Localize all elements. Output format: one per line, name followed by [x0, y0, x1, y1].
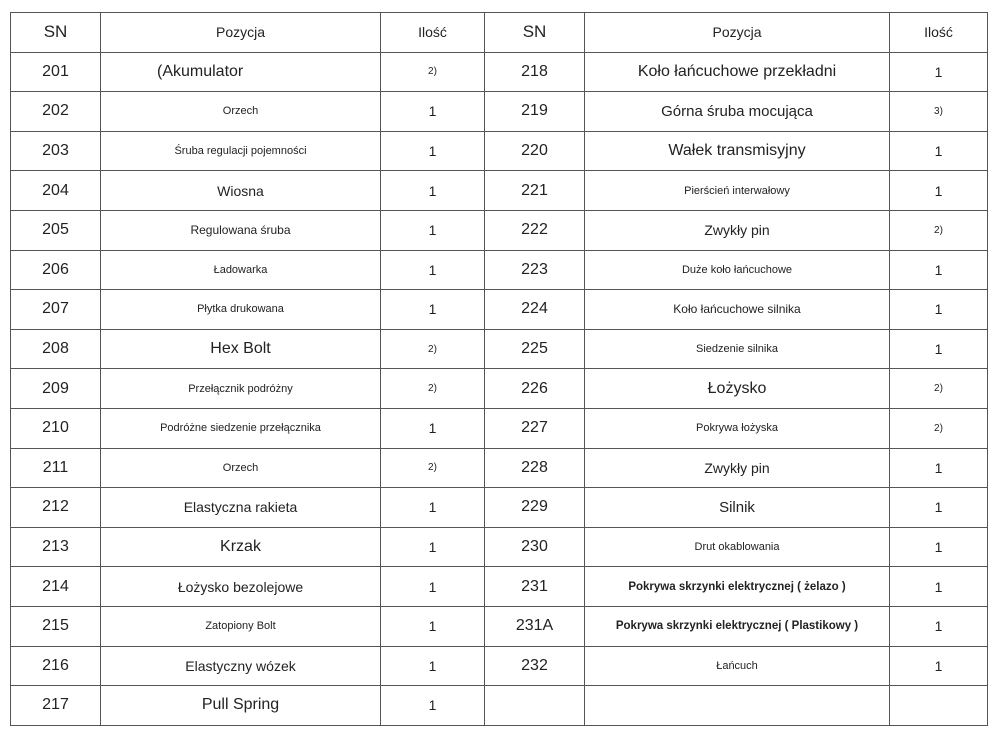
sn-cell: 213 — [11, 527, 101, 567]
part-name-cell: Śruba regulacji pojemności — [101, 131, 381, 171]
sn-cell: 202 — [11, 92, 101, 132]
sn-cell: 227 — [485, 408, 585, 448]
qty-cell: 2) — [381, 448, 485, 488]
qty-cell: 1 — [381, 92, 485, 132]
part-name-cell: Podróżne siedzenie przełącznika — [101, 408, 381, 448]
sn-cell: 214 — [11, 567, 101, 607]
part-name-cell: Przełącznik podróżny — [101, 369, 381, 409]
qty-cell: 1 — [890, 52, 988, 92]
table-row — [11, 171, 988, 211]
header-pozycja: Pozycja — [585, 13, 890, 53]
part-name-cell: Pokrywa łożyska — [585, 408, 890, 448]
table-row — [11, 250, 988, 290]
qty-cell: 1 — [890, 527, 988, 567]
qty-cell: 1 — [890, 250, 988, 290]
part-name-cell: Hex Bolt — [101, 329, 381, 369]
table-row — [11, 369, 988, 409]
sn-cell: 230 — [485, 527, 585, 567]
qty-cell: 1 — [381, 210, 485, 250]
table-row — [11, 92, 988, 132]
part-name-cell: Zwykły pin — [585, 448, 890, 488]
empty-cell — [485, 686, 585, 726]
sn-cell: 212 — [11, 488, 101, 528]
empty-cell — [585, 686, 890, 726]
sn-cell: 203 — [11, 131, 101, 171]
part-name-cell: Pull Spring — [101, 686, 381, 726]
part-name-cell: Koło łańcuchowe silnika — [585, 290, 890, 330]
sn-cell: 221 — [485, 171, 585, 211]
sn-cell: 220 — [485, 131, 585, 171]
qty-cell: 2) — [890, 369, 988, 409]
sn-cell: 231A — [485, 606, 585, 646]
sn-cell: 226 — [485, 369, 585, 409]
sn-cell: 210 — [11, 408, 101, 448]
part-name-cell: Orzech — [101, 448, 381, 488]
qty-cell: 1 — [381, 646, 485, 686]
part-name-cell: Krzak — [101, 527, 381, 567]
sn-cell: 208 — [11, 329, 101, 369]
part-name-cell: Górna śruba mocująca — [585, 92, 890, 132]
header-ilosc: Ilość — [890, 13, 988, 53]
qty-cell: 2) — [381, 369, 485, 409]
sn-cell: 217 — [11, 686, 101, 726]
header-row — [11, 13, 988, 53]
table-row — [11, 329, 988, 369]
qty-cell: 1 — [381, 131, 485, 171]
sn-cell: 228 — [485, 448, 585, 488]
part-name-cell: Regulowana śruba — [101, 210, 381, 250]
qty-cell: 1 — [890, 606, 988, 646]
part-name-cell: Pierścień interwałowy — [585, 171, 890, 211]
table-row — [11, 686, 988, 726]
qty-cell: 3) — [890, 92, 988, 132]
part-name-cell: Łożysko — [585, 369, 890, 409]
qty-cell: 1 — [890, 131, 988, 171]
qty-cell: 2) — [890, 210, 988, 250]
part-name-cell: Ładowarka — [101, 250, 381, 290]
part-name-cell: Elastyczna rakieta — [101, 488, 381, 528]
qty-cell: 1 — [890, 488, 988, 528]
sn-cell: 231 — [485, 567, 585, 607]
part-name-cell: Zatopiony Bolt — [101, 606, 381, 646]
sn-cell: 215 — [11, 606, 101, 646]
sn-cell: 204 — [11, 171, 101, 211]
qty-cell: 1 — [381, 290, 485, 330]
sn-cell: 223 — [485, 250, 585, 290]
table-row — [11, 606, 988, 646]
sn-cell: 209 — [11, 369, 101, 409]
sn-cell: 224 — [485, 290, 585, 330]
sn-cell: 219 — [485, 92, 585, 132]
part-name-cell: Pokrywa skrzynki elektrycznej ( Plastikowy ) — [585, 606, 890, 646]
table-row — [11, 210, 988, 250]
empty-cell — [890, 686, 988, 726]
sn-cell: 211 — [11, 448, 101, 488]
table-row — [11, 448, 988, 488]
qty-cell: 1 — [381, 250, 485, 290]
part-name-cell: Wałek transmisyjny — [585, 131, 890, 171]
table-row — [11, 567, 988, 607]
sn-cell: 225 — [485, 329, 585, 369]
part-name-cell: Łożysko bezolejowe — [101, 567, 381, 607]
table-row — [11, 52, 988, 92]
table-row — [11, 646, 988, 686]
sn-cell: 216 — [11, 646, 101, 686]
qty-cell: 2) — [890, 408, 988, 448]
sn-cell: 232 — [485, 646, 585, 686]
part-name-cell: Płytka drukowana — [101, 290, 381, 330]
header-ilosc: Ilość — [381, 13, 485, 53]
sn-cell: 207 — [11, 290, 101, 330]
qty-cell: 1 — [890, 171, 988, 211]
qty-cell: 1 — [890, 448, 988, 488]
qty-cell: 1 — [381, 488, 485, 528]
part-name-cell: Koło łańcuchowe przekładni — [585, 52, 890, 92]
part-name-cell: Zwykły pin — [585, 210, 890, 250]
table-row — [11, 131, 988, 171]
qty-cell: 1 — [890, 567, 988, 607]
qty-cell: 2) — [381, 52, 485, 92]
qty-cell: 2) — [381, 329, 485, 369]
qty-cell: 1 — [381, 408, 485, 448]
part-name-cell: (Akumulator — [101, 52, 381, 92]
table-row — [11, 408, 988, 448]
qty-cell: 1 — [890, 290, 988, 330]
sn-cell: 222 — [485, 210, 585, 250]
part-name-cell: Orzech — [101, 92, 381, 132]
part-name-cell: Drut okablowania — [585, 527, 890, 567]
table-row — [11, 527, 988, 567]
header-sn: SN — [11, 13, 101, 53]
parts-table — [10, 12, 988, 726]
part-name-cell: Duże koło łańcuchowe — [585, 250, 890, 290]
part-name-cell: Silnik — [585, 488, 890, 528]
sn-cell: 201 — [11, 52, 101, 92]
qty-cell: 1 — [381, 606, 485, 646]
part-name-cell: Siedzenie silnika — [585, 329, 890, 369]
table-row — [11, 488, 988, 528]
sn-cell: 229 — [485, 488, 585, 528]
qty-cell: 1 — [381, 527, 485, 567]
sn-cell: 218 — [485, 52, 585, 92]
qty-cell: 1 — [381, 686, 485, 726]
qty-cell: 1 — [381, 171, 485, 211]
sn-cell: 206 — [11, 250, 101, 290]
header-sn: SN — [485, 13, 585, 53]
table-row — [11, 290, 988, 330]
header-pozycja: Pozycja — [101, 13, 381, 53]
qty-cell: 1 — [890, 329, 988, 369]
part-name-cell: Elastyczny wózek — [101, 646, 381, 686]
sn-cell: 205 — [11, 210, 101, 250]
part-name-cell: Wiosna — [101, 171, 381, 211]
qty-cell: 1 — [890, 646, 988, 686]
part-name-cell: Pokrywa skrzynki elektrycznej ( żelazo ) — [585, 567, 890, 607]
part-name-cell: Łańcuch — [585, 646, 890, 686]
qty-cell: 1 — [381, 567, 485, 607]
